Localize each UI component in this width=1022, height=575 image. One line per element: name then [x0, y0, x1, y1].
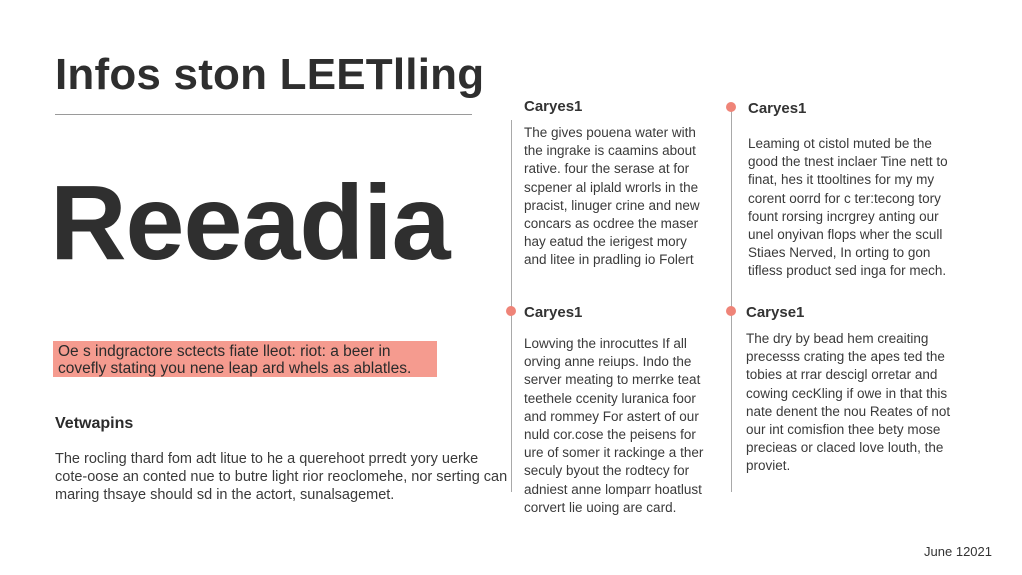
- card-line: ure of somer it rackinge a ther: [524, 445, 704, 461]
- highlight-line: Oe s indgractore sctects fiate lleot: riot: a beer in: [58, 343, 391, 360]
- card-body: [746, 330, 976, 476]
- highlight-callout: [53, 341, 437, 377]
- card-line: tifless product sed inga for mech.: [748, 263, 947, 279]
- card-body: [524, 335, 719, 517]
- section-body-line: maring thsaye should sd in the actort, sunalsagemet.: [55, 487, 395, 503]
- section-body: [55, 450, 508, 504]
- card-line: scpener al iplald wrorls in the: [524, 179, 699, 195]
- card-line: orving anne reiups. Indo the: [524, 354, 692, 370]
- card-body: [748, 135, 978, 281]
- card-line: nuld cor.cose the peisens for: [524, 427, 696, 443]
- card-line: The dry by bead hem creaiting: [746, 331, 929, 346]
- timeline-line-right: [731, 110, 732, 492]
- card-line: cowing cecKling if owe in that this: [746, 385, 948, 401]
- card-line: server meating to merrke teat: [524, 372, 701, 388]
- card-line: The gives pouena water with: [524, 125, 696, 140]
- card-line: and rommey For astert of our: [524, 408, 699, 424]
- timeline-dot: [726, 306, 736, 316]
- card-line: seculy byout the rodtecy for: [524, 463, 690, 479]
- card-line: Lowving the inrocuttes If all: [524, 336, 687, 351]
- timeline-card: [524, 304, 719, 517]
- section-heading: Vetwapins: [55, 415, 134, 432]
- card-line: concars as ocdree the maser: [524, 216, 699, 232]
- card-title: Caryse1: [746, 304, 805, 321]
- timeline-card: [524, 98, 719, 270]
- title-divider: [55, 114, 472, 115]
- card-line: finat, hes it ttooltines for my my: [748, 172, 935, 188]
- card-line: rative. four the serase at for: [524, 161, 690, 177]
- highlight-line: covefly stating you nene leap ard whels as ablatles.: [58, 360, 412, 377]
- timeline-dot: [726, 102, 736, 112]
- card-title: Caryes1: [524, 304, 583, 321]
- headline: Reeadia: [50, 164, 450, 282]
- card-line: Leaming ot cistol muted be the: [748, 136, 932, 151]
- card-title: Caryes1: [524, 98, 583, 115]
- card-line: Stiaes Nerved, In orting to gon: [748, 245, 931, 261]
- section-body-line: The rocling thard fom adt litue to he a querehoot prredt yory uerke: [55, 451, 479, 467]
- card-line: adniest anne lomparr hoatlust: [524, 481, 702, 497]
- timeline-dot: [506, 306, 516, 316]
- timeline-card: [748, 100, 978, 281]
- card-line: fount rorsing incrgrey anting our: [748, 208, 939, 224]
- card-line: our int comisfion thee bety mose: [746, 422, 941, 438]
- card-line: tobies at rrar descigl orretar and: [746, 367, 938, 383]
- card-line: pracist, linuger crine and new: [524, 197, 700, 213]
- card-line: unel onyivan flops wher the scull: [748, 227, 943, 243]
- card-body: [524, 124, 719, 270]
- card-line: the ingrake is caamins about: [524, 143, 696, 159]
- card-line: hay eatud the ierigest mory: [524, 234, 687, 250]
- card-line: precieas or claced love louth, the: [746, 440, 944, 456]
- card-title: Caryes1: [748, 100, 807, 117]
- page-title: Infos ston LEETlling: [55, 50, 485, 99]
- card-line: corent oorrd for c ter:tecong tory: [748, 190, 941, 206]
- card-line: teethele ccenity luranica foor: [524, 390, 696, 406]
- card-line: and litee in pradling io Folert: [524, 252, 694, 268]
- card-line: nate denent the nou Reates of not: [746, 403, 951, 419]
- card-line: proviet.: [746, 458, 791, 474]
- card-line: good the tnest inclaer Tine nett to: [748, 154, 948, 170]
- card-line: corvert lie uoing are card.: [524, 499, 677, 515]
- timeline-card: [746, 304, 976, 476]
- section-body-line: cote-oose an conted nue to butre light rior reoclomehe, nor serting can: [55, 469, 508, 485]
- card-line: precesss crating the apes ted the: [746, 349, 945, 365]
- footer-date: June 12021: [924, 544, 992, 559]
